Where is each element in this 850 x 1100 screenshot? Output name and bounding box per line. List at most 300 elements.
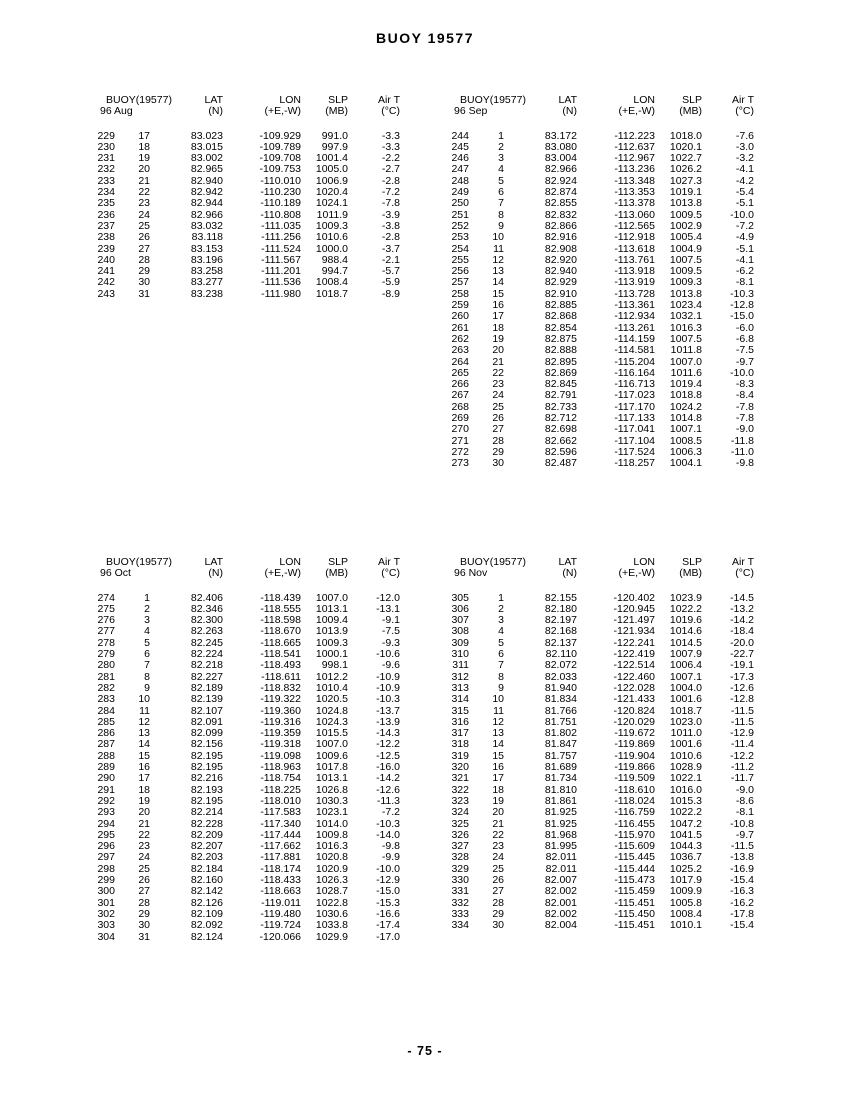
table-cell: 322 [451,783,469,796]
buoy-table-oct [93,557,405,943]
table-cell: 11 [493,242,504,255]
page-title: BUOY 19577 [375,30,474,46]
table-cell: 1016.0 [669,783,702,796]
table-cell: -4.1 [735,253,754,266]
table-cell: 255 [451,253,469,266]
table-cell: 82.263 [190,625,223,638]
table-cell: -119.316 [260,715,301,728]
table-cell: 1026.3 [315,874,348,887]
table-cell: -12.2 [730,749,754,762]
table-cell: 81.968 [544,828,577,841]
table-cell: -14.2 [730,614,754,627]
table-cell: 17 [138,129,150,142]
table-cell: 1018.7 [315,287,348,300]
table-row [447,660,759,671]
table-cell: 29 [492,445,504,458]
table-cell: 247 [451,163,469,176]
table-cell: 10 [492,693,504,706]
table-cell: 315 [451,704,469,717]
table-cell: 295 [97,828,115,841]
table-cell: 316 [451,715,469,728]
table-cell: 1007.5 [669,253,702,266]
table-cell: 82.109 [190,907,223,920]
table-cell: 273 [451,457,469,470]
table-cell: 82.228 [190,817,223,830]
table-cell: -16.0 [376,761,400,774]
table-cell: 1013.8 [669,287,702,300]
table-cell: -115.451 [614,919,655,932]
table-cell: 6 [498,186,504,199]
table-cell: 15 [492,749,504,762]
table-row [447,153,759,164]
table-cell: -14.3 [376,727,400,740]
table-cell: 82.197 [544,614,577,627]
table-row [93,886,405,897]
table-cell: 1007.1 [669,423,702,436]
table-cell: 1001.6 [669,738,702,751]
table-cell: 7 [498,659,504,672]
column-header: SLP [682,556,702,568]
table-cell: -118.670 [260,625,301,638]
table-cell: 252 [451,219,469,232]
table-cell: 82.209 [190,828,223,841]
table-cell: -17.4 [376,919,400,932]
table-cell: 319 [451,749,469,762]
table-cell: 238 [97,231,115,244]
table-cell: 304 [97,930,115,943]
table-cell: 1019.6 [669,614,702,627]
table-row [447,638,759,649]
table-cell: 1014.0 [315,817,348,830]
table-cell: 82.346 [190,602,223,615]
table-cell: 1024.1 [315,197,348,210]
table-cell: 82.207 [190,840,223,853]
table-cell: 281 [97,670,115,683]
table-cell: -121.934 [613,625,655,638]
table-cell: 1014.5 [669,636,702,649]
table-cell: 1005.4 [669,231,702,244]
table-cell: -7.8 [735,400,754,413]
table-cell: 83.118 [191,231,223,244]
table-cell: 299 [97,874,115,887]
table-cell: -120.402 [613,591,655,604]
table-cell: 241 [97,265,115,278]
table-cell: 1012.2 [315,670,348,683]
table-cell: 11 [139,704,150,717]
table-cell: -113.353 [614,186,655,199]
table-cell: -7.8 [735,412,754,425]
table-cell: -9.7 [735,828,754,841]
table-cell: -15.4 [730,874,754,887]
table-cell: 82.406 [190,591,223,604]
table-cell: -8.6 [735,794,754,807]
table-cell: 15 [492,287,504,300]
table-header-line2 [447,568,759,579]
table-row [93,672,405,683]
table-cell: -9.0 [735,423,754,436]
table-cell: 1011.8 [670,344,702,357]
table-cell: 257 [451,276,469,289]
table-cell: 19 [138,794,150,807]
table-cell: 12 [492,715,504,728]
table-cell: 288 [97,749,115,762]
table-cell: -16.3 [730,885,754,898]
table-cell: 82.184 [190,862,223,875]
table-row [93,289,405,300]
table-cell: -7.6 [735,129,754,142]
table-cell: 22 [138,828,150,841]
table-cell: -9.7 [735,355,754,368]
table-cell: -16.6 [376,907,400,920]
table-cell: -17.8 [730,907,754,920]
table-cell: -122.241 [613,636,655,649]
table-cell: 1028.7 [315,885,348,898]
table-cell: 1 [144,591,150,604]
table-cell: 245 [451,140,469,153]
table-cell: -7.2 [381,186,400,199]
table-cell: 12 [492,253,504,266]
buoy-label: BUOY(19577) [106,556,172,568]
table-cell: 1030.6 [315,907,348,920]
table-cell: 1005.8 [669,896,702,909]
table-cell: 82.965 [190,163,223,176]
table-cell: 249 [451,186,469,199]
table-cell: 1006.3 [669,445,702,458]
table-cell: -7.5 [381,625,400,638]
table-cell: -5.1 [735,197,754,210]
table-cell: -11.7 [730,772,754,785]
table-cell: 317 [451,727,469,740]
table-cell: 9 [144,681,150,694]
table-cell: 82.001 [544,896,577,909]
table-cell: 1004.0 [669,681,702,694]
table-cell: 1009.9 [669,885,702,898]
table-cell: 1024.2 [669,400,702,413]
table-cell: -11.3 [376,794,400,807]
table-cell: -112.637 [614,140,655,153]
table-cell: 5 [144,636,150,649]
table-cell: -115.609 [614,840,655,853]
table-cell: 1018.8 [669,389,702,402]
table-cell: 1018.7 [669,704,702,717]
table-row [447,626,759,637]
table-row [447,311,759,322]
table-cell: 5 [498,636,504,649]
table-cell: -8.9 [381,287,400,300]
table-cell: 82.854 [544,321,577,334]
table-row [447,593,759,604]
table-cell: 82.924 [544,174,577,187]
table-cell: 83.032 [190,219,223,232]
table-cell: 14 [138,738,150,751]
table-cell: -116.713 [614,378,655,391]
table-cell: -112.565 [614,219,655,232]
table-cell: 1009.4 [315,614,348,627]
table-cell: 83.172 [544,129,577,142]
table-cell: -3.3 [381,129,400,142]
table-row [447,458,759,469]
table-cell: 262 [451,332,469,345]
table-cell: 8 [144,670,150,683]
table-cell: 330 [451,874,469,887]
table-cell: -2.8 [381,231,400,244]
table-cell: 1030.3 [315,794,348,807]
table-cell: 30 [138,276,150,289]
table-cell: 239 [97,242,115,255]
table-cell: 83.277 [190,276,223,289]
table-cell: 82.966 [544,163,577,176]
table-cell: 325 [451,817,469,830]
table-cell: -118.493 [260,659,301,672]
buoy-table-sep [447,95,759,470]
table-cell: -3.9 [381,208,400,221]
table-cell: -8.4 [735,389,754,402]
table-cell: 20 [492,806,504,819]
table-cell: 12 [138,715,150,728]
table-cell: 293 [97,806,115,819]
table-cell: -9.1 [381,614,400,627]
table-cell: -7.5 [735,344,754,357]
table-cell: 17 [492,310,504,323]
table-cell: 1005.0 [315,163,348,176]
table-cell: 82.868 [544,310,577,323]
table-cell: 81.757 [544,749,577,762]
table-cell: 1011.0 [670,727,702,740]
table-cell: -116.759 [614,806,655,819]
table-cell: 1006.9 [315,174,348,187]
table-cell: -20.0 [730,636,754,649]
table-cell: -10.3 [730,287,754,300]
table-cell: 1023.9 [669,591,702,604]
table-cell: 25 [492,862,504,875]
table-cell: -113.348 [614,174,655,187]
column-header: LON [279,556,301,568]
table-row [93,932,405,943]
table-row [447,142,759,153]
table-cell: 1023.0 [669,715,702,728]
table-cell: 1028.9 [669,761,702,774]
table-cell: 18 [492,321,504,334]
table-cell: 23 [492,840,504,853]
table-cell: 1020.5 [315,693,348,706]
table-cell: -116.455 [614,817,655,830]
column-header: Air T [732,94,754,106]
table-cell: 83.196 [190,253,223,266]
table-cell: 302 [97,907,115,920]
table-cell: -3.3 [381,140,400,153]
table-cell: 20 [138,806,150,819]
column-header-units: (N) [562,105,577,118]
table-cell: 10 [138,693,150,706]
table-cell: -8.1 [735,806,754,819]
table-cell: -119.322 [260,693,301,706]
table-cell: 82.920 [544,253,577,266]
table-row [93,626,405,637]
table-cell: 289 [97,761,115,774]
table-cell: -118.611 [261,670,301,683]
column-header: LON [633,94,655,106]
table-cell: 309 [451,636,469,649]
table-cell: 82.216 [190,772,223,785]
table-cell: 25 [492,400,504,413]
page-number: - 75 - [407,1044,443,1058]
table-cell: -113.919 [614,276,655,289]
table-cell: 19 [138,152,150,165]
table-cell: -22.7 [730,648,754,661]
table-cell: -118.754 [260,772,301,785]
table-cell: 286 [97,727,115,740]
table-cell: 82.845 [544,378,577,391]
table-cell: 276 [97,614,115,627]
table-cell: 25 [138,862,150,875]
table-cell: 27 [492,885,504,898]
table-cell: -119.904 [614,749,655,762]
table-cell: 1007.9 [669,648,702,661]
column-header: Air T [732,556,754,568]
table-cell: -3.7 [381,242,400,255]
table-cell: 1013.8 [669,197,702,210]
table-cell: 307 [451,614,469,627]
table-cell: -115.451 [614,896,655,909]
table-cell: -120.066 [259,930,301,943]
table-cell: 16 [138,761,150,774]
table-cell: -115.445 [614,851,655,864]
table-header-line2 [93,106,405,117]
table-cell: -119.098 [260,749,301,762]
table-header-line1 [447,95,759,106]
table-cell: 82.189 [190,681,223,694]
table-cell: 82.156 [190,738,223,751]
table-cell: 2 [498,602,504,615]
table-row [93,593,405,604]
table-cell: 82.137 [544,636,577,649]
table-cell: 258 [451,287,469,300]
table-cell: 28 [138,253,150,266]
table-cell: 7 [498,197,504,210]
table-cell: -13.7 [376,704,400,717]
table-cell: 1011.6 [670,366,702,379]
table-row [93,615,405,626]
table-cell: -119.011 [261,896,301,909]
table-row [447,694,759,705]
table-cell: -109.929 [259,129,301,142]
table-cell: 82.596 [544,445,577,458]
table-cell: -9.8 [735,457,754,470]
table-cell: 82.712 [544,412,577,425]
table-cell: 82.002 [544,885,577,898]
table-cell: 82.004 [544,919,577,932]
table-cell: 275 [97,602,115,615]
table-cell: 9 [498,219,504,232]
table-cell: -7.2 [381,806,400,819]
table-cell: 244 [451,129,469,142]
table-cell: -10.6 [376,648,400,661]
table-cell: 82.092 [190,919,223,932]
table-cell: 1018.0 [669,129,702,142]
table-cell: 82.195 [190,794,223,807]
table-row [447,424,759,435]
table-cell: 1010.6 [315,231,348,244]
column-header: LAT [558,94,577,106]
table-cell: 13 [138,727,150,740]
table-cell: 30 [492,457,504,470]
table-cell: -109.753 [259,163,301,176]
table-cell: 1020.8 [315,851,348,864]
table-cell: -9.3 [381,636,400,649]
table-cell: -118.555 [260,602,301,615]
table-cell: 240 [97,253,115,266]
table-cell: 2 [144,602,150,615]
table-row [93,807,405,818]
table-cell: 19 [492,332,504,345]
table-row [93,604,405,615]
table-cell: -117.583 [260,806,301,819]
table-cell: -109.789 [259,140,301,153]
table-cell: 26 [138,874,150,887]
table-cell: -115.970 [614,828,655,841]
table-cell: -112.967 [614,152,655,165]
table-cell: 274 [97,591,115,604]
table-cell: 1029.9 [315,930,348,943]
table-cell: 233 [97,174,115,187]
buoy-label: BUOY(19577) [460,94,526,106]
table-cell: 82.011 [545,851,577,864]
table-cell: -119.869 [614,738,655,751]
table-cell: -117.444 [260,828,301,841]
table-cell: 83.004 [544,152,577,165]
table-cell: 14 [492,738,504,751]
table-cell: -4.9 [735,231,754,244]
table-cell: -117.524 [614,445,655,458]
table-header-line1 [93,557,405,568]
table-cell: 82.300 [190,614,223,627]
table-cell: 1002.9 [669,219,702,232]
table-cell: 81.734 [544,772,577,785]
table-cell: 4 [144,625,150,638]
column-header: Air T [378,94,400,106]
table-cell: 1008.4 [669,907,702,920]
table-cell: -11.5 [730,704,754,717]
table-cell: 23 [492,378,504,391]
table-cell: -3.8 [381,219,400,232]
table-cell: 20 [492,344,504,357]
table-cell: 253 [451,231,469,244]
table-cell: 18 [138,783,150,796]
table-cell: -10.8 [730,817,754,830]
column-header-units: (N) [208,105,223,118]
table-cell: 28 [492,434,504,447]
table-cell: 1007.1 [669,670,702,683]
table-cell: 17 [138,772,150,785]
table-cell: 1026.2 [669,163,702,176]
table-cell: 1036.7 [669,851,702,864]
table-header-line1 [93,95,405,106]
table-cell: -11.2 [730,761,754,774]
table-cell: 1009.5 [669,208,702,221]
table-cell: 30 [492,919,504,932]
table-cell: 26 [492,874,504,887]
table-cell: -110.808 [260,208,301,221]
table-cell: -11.8 [730,434,754,447]
table-row [447,886,759,897]
table-cell: 18 [138,140,150,153]
table-cell: 311 [452,659,469,672]
table-cell: -12.9 [730,727,754,740]
table-cell: 27 [492,423,504,436]
table-cell: 82.168 [544,625,577,638]
table-cell: 1017.8 [315,761,348,774]
table-cell: 81.925 [544,806,577,819]
